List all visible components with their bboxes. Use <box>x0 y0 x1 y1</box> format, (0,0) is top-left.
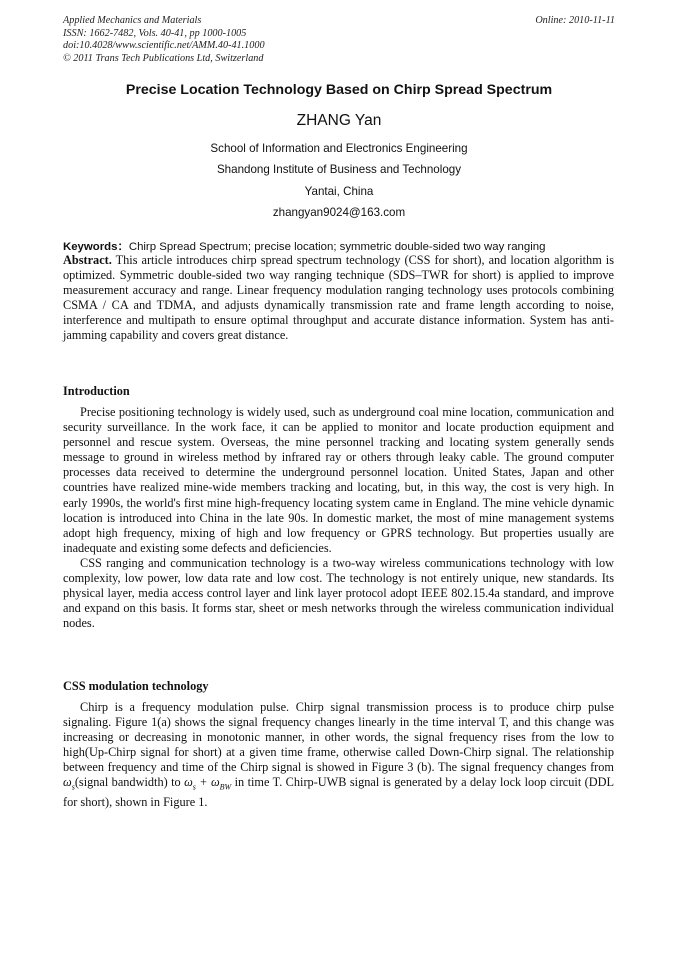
introduction-heading: Introduction <box>63 384 130 398</box>
css-text-part-1: Chirp is a frequency modulation pulse. Chirp signal transmission process is to produce chirp pulse signaling. Figure 1(a) shows the signal frequency changes linearly in the time interval T, and this change was increasing or decreasing in monotonic manner, in other words, the signal frequency rises from the low to high(Up-Chirp signal for short) at a given time frame, otherwise called Down-Chirp signal. The relationship between frequency and time of the Chirp signal is showed in Figure 3 (b). The signal frequency changes from <box>63 700 614 775</box>
journal-header <box>63 15 265 65</box>
css-section-body <box>63 700 614 810</box>
css-text-part-3: in time T. Chirp-UWB signal is generated by a delay lock loop circuit (DDL for short), shown in Figure 1. <box>63 775 615 810</box>
math-omega-s: $\omega_s$ <box>63 775 75 792</box>
keywords <box>63 238 623 254</box>
introduction-paragraph-2: CSS ranging and communication technology is a two-way wireless communications technology with low complexity, low power, low data rate and low cost. The technology is not entirely unique, new standards. Its physical layer, media access control layer and link layer protocol adopt IEEE 802.15.4a standard, and improve and expand on this basis. It forms star, sheet or mesh networks through the wireless communication individual nodes. <box>63 555 614 631</box>
affiliation-block <box>0 138 678 223</box>
journal-copyright: © 2011 Trans Tech Publications Ltd, Switzerland <box>63 52 264 64</box>
introduction-paragraph-1: Precise positioning technology is widely used, such as underground coal mine location, communication and security surveillance. In the work face, it can be applied to monitor and locate production equipment and personnel and rescue system. Overseas, the mine personnel tracking and locating system generally sends message to ground in wireless method by infrared ray or others through leaky cable. The ground computer processes data received to determine the underground personnel location. United States, Japan and other countries have realized mine-wide members tracking and locating, but, in this way, the cost is very high. In early 1990s, the world's first mine high-frequency locating system came in England. The mine vehicle dynamic location is introduced into China in the late 90s. In domestic market, the most of mine management systems adopt high frequency, mixing of high and low frequency or GPRS technology. But properties usually are inadequate and existing some defects and deficiencies. <box>63 405 614 555</box>
introduction-body <box>63 405 614 631</box>
abstract <box>63 253 614 344</box>
journal-issn: ISSN: 1662-7482, Vols. 40-41, pp 1000-1005 <box>63 27 247 39</box>
journal-name: Applied Mechanics and Materials <box>63 15 202 26</box>
author-name: ZHANG Yan <box>296 112 382 129</box>
css-section-heading: CSS modulation technology <box>63 679 209 693</box>
affiliation-institute: Shandong Institute of Business and Technology <box>216 163 462 177</box>
keywords-text: Chirp Spread Spectrum; precise location; symmetric double-sided two way ranging <box>128 241 546 253</box>
online-date: Online: 2010-11-11 <box>535 15 615 26</box>
css-paragraph-1 <box>63 700 614 810</box>
author-email: zhangyan9024@163.com <box>272 205 406 219</box>
affiliation-city: Yantai, China <box>304 184 374 198</box>
abstract-text: This article introduces chirp spread spectrum technology (CSS for short), and location algorithm is optimized. Symmetric double-sided two way ranging technique (SDS–TWR for short) is applied to improve measurement accuracy and range. Linear frequency modulation ranging technology uses protocols combining CSMA / CA and TDMA, and adjusts dynamically transmission rate and frame length according to noise, interference and multipath to ensure optimal throughput and accurate distance information. System has anti-jamming capability and covers great distance. <box>63 253 614 343</box>
journal-doi: doi:10.4028/www.scientific.net/AMM.40-41.1000 <box>63 40 265 52</box>
affiliation-school: School of Information and Electronics Engineering <box>210 142 468 155</box>
abstract-label: Abstract. <box>63 253 112 267</box>
math-omega-s-plus-omega-bw: $\omega_s + \omega_{BW}$ <box>184 775 232 792</box>
paper-title: Precise Location Technology Based on Chirp Spread Spectrum <box>125 82 553 98</box>
css-text-part-2: (signal bandwidth) to <box>74 775 181 790</box>
keywords-label: Keywords： <box>63 241 129 253</box>
